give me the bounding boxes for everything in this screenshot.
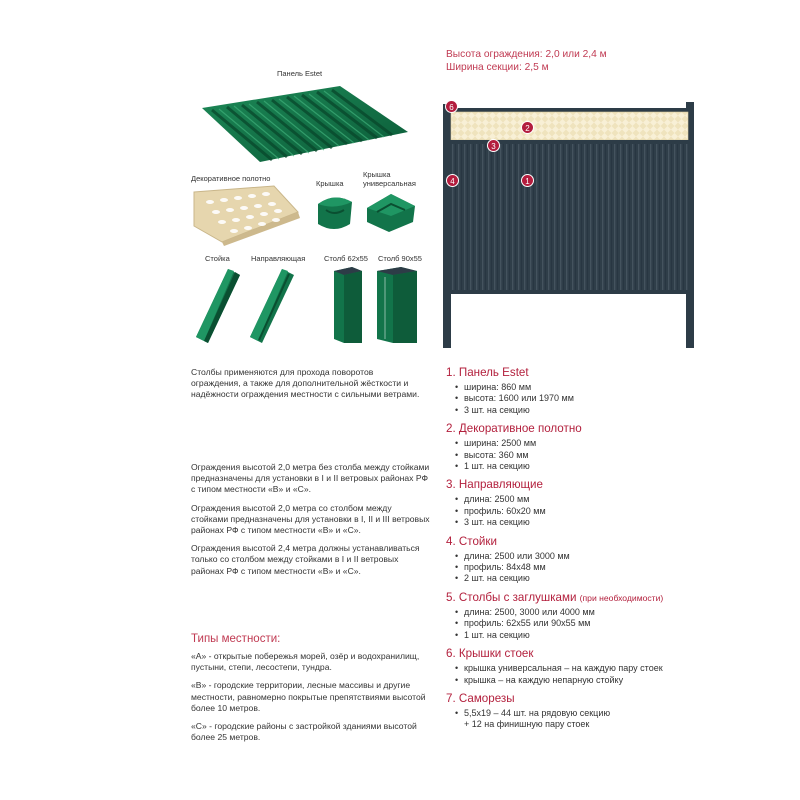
caption-column-90x55: Столб 90х55 bbox=[378, 254, 422, 263]
fence-diagram bbox=[440, 98, 700, 350]
spec-section bbox=[446, 535, 746, 585]
intro-text: Столбы применяются для прохода поворотов ограждения, а также для дополнительной жёсткости и надёжности ограждения местности с сильными ветрами. bbox=[191, 367, 420, 400]
spec-item: • ширина: 2500 мм bbox=[446, 438, 746, 449]
decor-sheet-image bbox=[190, 182, 305, 247]
spec-item: • длина: 2500 мм bbox=[446, 494, 746, 505]
caption-column-62x55: Столб 62х55 bbox=[324, 254, 368, 263]
decor-lattice bbox=[451, 112, 688, 140]
top-rail bbox=[449, 108, 689, 112]
section-width: Ширина секции: 2,5 м bbox=[446, 62, 549, 73]
note-paragraph: Ограждения высотой 2,0 метра без столба между стойками предназначены для установки в I и II ветровых районах РФ с типом местности «В» и «С». bbox=[191, 462, 430, 495]
spec-section bbox=[446, 692, 746, 731]
caption-panel-estet: Панель Estet bbox=[277, 69, 323, 78]
spec-section bbox=[446, 478, 746, 528]
terrain-item: «С» - городские районы с застройкой зданиями высотой более 25 метров. bbox=[191, 721, 417, 743]
spec-section-title: 3. Направляющие bbox=[446, 478, 543, 492]
badge-6: 6 bbox=[445, 100, 458, 113]
cap-universal-image bbox=[363, 190, 418, 235]
middle-rail bbox=[449, 140, 689, 144]
spec-item: • 3 шт. на секцию bbox=[446, 405, 746, 416]
spec-item: • длина: 2500, 3000 или 4000 мм bbox=[446, 607, 746, 618]
note-paragraph: Ограждения высотой 2,4 метра должны устанавливаться только со столбом между стойками в I и II ветровых районах РФ с типом местности «В» и «С». bbox=[191, 543, 420, 576]
panel-area bbox=[451, 144, 688, 292]
spec-item: • 5,5х19 – 44 шт. на рядовую секцию bbox=[446, 708, 746, 719]
spec-section-title: 2. Декоративное полотно bbox=[446, 422, 582, 436]
fence-height: Высота ограждения: 2,0 или 2,4 м bbox=[446, 49, 607, 60]
notes-block bbox=[191, 462, 431, 577]
spec-item: • крышка универсальная – на каждую пару стоек bbox=[446, 663, 746, 674]
cap-image bbox=[312, 190, 357, 235]
badge-4: 4 bbox=[446, 174, 459, 187]
spec-section-title: 6. Крышки стоек bbox=[446, 647, 534, 661]
caption-post: Стойка bbox=[205, 254, 230, 263]
spec-item: • ширина: 860 мм bbox=[446, 382, 746, 393]
note-paragraph: Ограждения высотой 2,0 метра со столбом между стойками предназначены для установки в I, II и III ветровых районах РФ с типом местности «В» и «С». bbox=[191, 502, 430, 536]
spec-section-title: 4. Стойки bbox=[446, 534, 497, 548]
column-90x55-image bbox=[373, 265, 423, 345]
post-image bbox=[188, 265, 248, 345]
spec-item: • 1 шт. на секцию bbox=[446, 461, 746, 472]
spec-section-title bbox=[446, 591, 746, 604]
column-62x55-image bbox=[328, 265, 368, 345]
spec-section-note: (при необходимости) bbox=[579, 592, 664, 603]
caption-cap: Крышка bbox=[316, 179, 344, 188]
terrain-item: «В» - городские территории, лесные массивы и другие местности, равномерно покрытые препятствиями высотой более 10 метров. bbox=[191, 680, 426, 713]
spec-section-title: 7. Саморезы bbox=[446, 691, 515, 705]
spec-item: • 1 шт. на секцию bbox=[446, 630, 746, 641]
spec-item: + 12 на финишную пару стоек bbox=[464, 719, 590, 730]
terrain-title: Типы местности: bbox=[191, 633, 281, 645]
spec-list bbox=[446, 366, 746, 737]
rail-image bbox=[240, 265, 300, 345]
terrain-block bbox=[191, 633, 426, 743]
caption-cap-universal: Крышка универсальная bbox=[363, 170, 416, 188]
spec-section bbox=[446, 366, 746, 416]
badge-1: 1 bbox=[521, 174, 534, 187]
caption-rail: Направляющая bbox=[251, 254, 306, 263]
terrain-item: «А» - открытые побережья морей, озёр и водохранилищ, пустыни, степи, лесостепи, тундра. bbox=[191, 651, 420, 673]
spec-item: • высота: 1600 или 1970 мм bbox=[446, 393, 746, 404]
spec-section bbox=[446, 591, 746, 641]
spec-header bbox=[446, 48, 607, 74]
badge-3: 3 bbox=[487, 139, 500, 152]
badge-2: 2 bbox=[521, 121, 534, 134]
spec-item: • 2 шт. на секцию bbox=[446, 573, 746, 584]
spec-item: • профиль: 60х20 мм bbox=[446, 506, 746, 517]
bottom-rail bbox=[449, 290, 689, 294]
spec-item: • профиль: 84х48 мм bbox=[446, 562, 746, 573]
spec-section bbox=[446, 647, 746, 686]
spec-section bbox=[446, 422, 746, 472]
spec-item: • крышка – на каждую непарную стойку bbox=[446, 675, 746, 686]
spec-item: • высота: 360 мм bbox=[446, 450, 746, 461]
panel-estet-image bbox=[190, 80, 415, 165]
caption-decor: Декоративное полотно bbox=[191, 174, 271, 183]
spec-item: • 3 шт. на секцию bbox=[446, 517, 746, 528]
spec-item: • длина: 2500 или 3000 мм bbox=[446, 551, 746, 562]
spec-item: • профиль: 62х55 или 90х55 мм bbox=[446, 618, 746, 629]
spec-section-title-text: 5. Столбы с заглушками bbox=[446, 590, 577, 604]
spec-section-title: 1. Панель Estet bbox=[446, 366, 529, 379]
